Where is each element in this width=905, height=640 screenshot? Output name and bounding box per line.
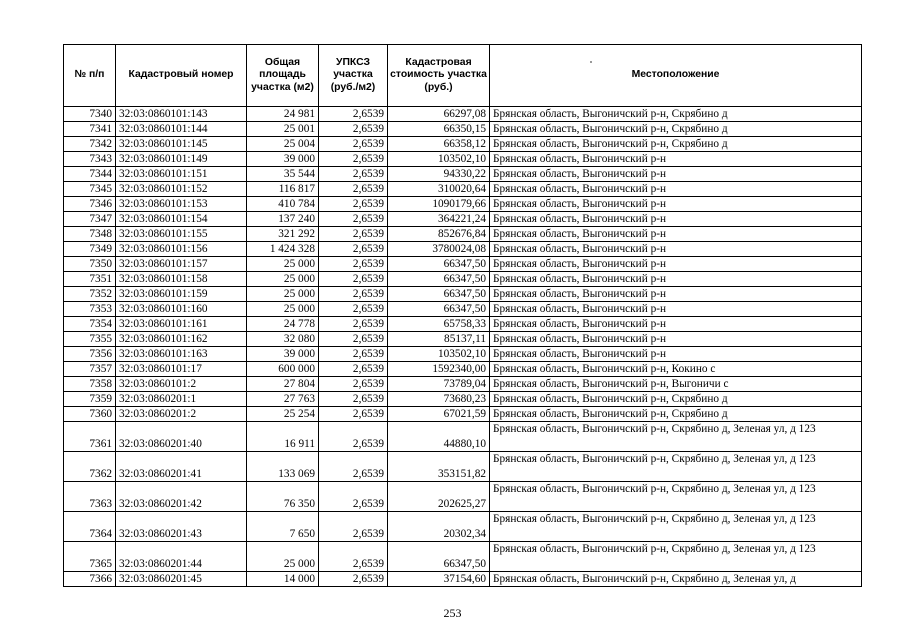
- cadastral-cost: 37154,60: [388, 572, 490, 587]
- cadastral-cost: 103502,10: [388, 347, 490, 362]
- location: Брянская область, Выгоничский р-н: [490, 227, 862, 242]
- upksz-value: 2,6539: [319, 317, 388, 332]
- table-row: [64, 572, 862, 587]
- table-row: [64, 392, 862, 407]
- upksz-value: 2,6539: [319, 272, 388, 287]
- area-value: 137 240: [247, 212, 319, 227]
- upksz-value: 2,6539: [319, 422, 388, 452]
- table-row: [64, 182, 862, 197]
- table-row: [64, 512, 862, 542]
- row-number: 7347: [64, 212, 116, 227]
- row-number: 7351: [64, 272, 116, 287]
- table-row: [64, 347, 862, 362]
- area-value: 39 000: [247, 152, 319, 167]
- cadastral-cost: 65758,33: [388, 317, 490, 332]
- table-body: [64, 107, 862, 587]
- row-number: 7360: [64, 407, 116, 422]
- cadastral-table: [63, 44, 862, 587]
- header-upksz: УПКСЗ участка (руб./м2): [319, 45, 388, 107]
- area-value: 25 000: [247, 257, 319, 272]
- location: Брянская область, Выгоничский р-н, Скрябино д: [490, 392, 862, 407]
- table-row: [64, 377, 862, 392]
- header-area: Общая площадь участка (м2): [247, 45, 319, 107]
- cadastral-cost: 364221,24: [388, 212, 490, 227]
- row-number: 7349: [64, 242, 116, 257]
- row-number: 7366: [64, 572, 116, 587]
- cadastral-number: 32:03:0860101:2: [116, 377, 247, 392]
- table-row: [64, 227, 862, 242]
- area-value: 1 424 328: [247, 242, 319, 257]
- upksz-value: 2,6539: [319, 482, 388, 512]
- upksz-value: 2,6539: [319, 542, 388, 572]
- cadastral-cost: 852676,84: [388, 227, 490, 242]
- header-cadastral-number: Кадастровый номер: [116, 45, 247, 107]
- row-number: 7343: [64, 152, 116, 167]
- upksz-value: 2,6539: [319, 377, 388, 392]
- cadastral-number: 32:03:0860101:154: [116, 212, 247, 227]
- area-value: 24 981: [247, 107, 319, 122]
- table-row: [64, 167, 862, 182]
- area-value: 25 000: [247, 302, 319, 317]
- row-number: 7358: [64, 377, 116, 392]
- cadastral-number: 32:03:0860101:153: [116, 197, 247, 212]
- location: Брянская область, Выгоничский р-н: [490, 257, 862, 272]
- cadastral-number: 32:03:0860201:45: [116, 572, 247, 587]
- upksz-value: 2,6539: [319, 512, 388, 542]
- row-number: 7344: [64, 167, 116, 182]
- area-value: 7 650: [247, 512, 319, 542]
- table-row: [64, 302, 862, 317]
- cadastral-number: 32:03:0860101:158: [116, 272, 247, 287]
- cadastral-cost: 94330,22: [388, 167, 490, 182]
- upksz-value: 2,6539: [319, 242, 388, 257]
- cadastral-cost: 202625,27: [388, 482, 490, 512]
- location: Брянская область, Выгоничский р-н: [490, 332, 862, 347]
- row-number: 7363: [64, 482, 116, 512]
- cadastral-number: 32:03:0860101:161: [116, 317, 247, 332]
- cadastral-number: 32:03:0860101:159: [116, 287, 247, 302]
- table-header-row: [64, 45, 862, 107]
- upksz-value: 2,6539: [319, 167, 388, 182]
- area-value: 32 080: [247, 332, 319, 347]
- cadastral-number: 32:03:0860101:163: [116, 347, 247, 362]
- cadastral-number: 32:03:0860201:44: [116, 542, 247, 572]
- table-row: [64, 257, 862, 272]
- table-row: [64, 317, 862, 332]
- cadastral-cost: 73789,04: [388, 377, 490, 392]
- area-value: 25 000: [247, 272, 319, 287]
- cadastral-cost: 66347,50: [388, 287, 490, 302]
- table-row: [64, 287, 862, 302]
- table-row: [64, 407, 862, 422]
- table-row: [64, 122, 862, 137]
- upksz-value: 2,6539: [319, 332, 388, 347]
- row-number: 7354: [64, 317, 116, 332]
- area-value: 14 000: [247, 572, 319, 587]
- table-row: [64, 482, 862, 512]
- page-number: 253: [443, 606, 462, 620]
- cadastral-cost: 66347,50: [388, 542, 490, 572]
- location: Брянская область, Выгоничский р-н, Скрябино д, Зеленая ул, д: [490, 572, 862, 587]
- upksz-value: 2,6539: [319, 227, 388, 242]
- row-number: 7352: [64, 287, 116, 302]
- table-row: [64, 422, 862, 452]
- location: Брянская область, Выгоничский р-н, Скрябино д, Зеленая ул, д 123: [490, 482, 862, 512]
- table-row: [64, 332, 862, 347]
- upksz-value: 2,6539: [319, 107, 388, 122]
- location: Брянская область, Выгоничский р-н, Скрябино д, Зеленая ул, д 123: [490, 542, 862, 572]
- row-number: 7348: [64, 227, 116, 242]
- upksz-value: 2,6539: [319, 302, 388, 317]
- upksz-value: 2,6539: [319, 212, 388, 227]
- location: Брянская область, Выгоничский р-н, Скрябино д: [490, 137, 862, 152]
- table-row: [64, 362, 862, 377]
- cadastral-number: 32:03:0860101:156: [116, 242, 247, 257]
- area-value: 25 001: [247, 122, 319, 137]
- table-row: [64, 197, 862, 212]
- area-value: 39 000: [247, 347, 319, 362]
- cadastral-cost: 66347,50: [388, 257, 490, 272]
- upksz-value: 2,6539: [319, 122, 388, 137]
- table-row: [64, 107, 862, 122]
- row-number: 7342: [64, 137, 116, 152]
- cadastral-cost: 66347,50: [388, 272, 490, 287]
- upksz-value: 2,6539: [319, 392, 388, 407]
- row-number: 7350: [64, 257, 116, 272]
- cadastral-cost: 353151,82: [388, 452, 490, 482]
- cadastral-cost: 3780024,08: [388, 242, 490, 257]
- location: Брянская область, Выгоничский р-н: [490, 242, 862, 257]
- row-number: 7346: [64, 197, 116, 212]
- row-number: 7353: [64, 302, 116, 317]
- row-number: 7359: [64, 392, 116, 407]
- area-value: 16 911: [247, 422, 319, 452]
- location: Брянская область, Выгоничский р-н: [490, 287, 862, 302]
- area-value: 25 000: [247, 287, 319, 302]
- cadastral-number: 32:03:0860101:151: [116, 167, 247, 182]
- area-value: 24 778: [247, 317, 319, 332]
- upksz-value: 2,6539: [319, 137, 388, 152]
- cadastral-cost: 73680,23: [388, 392, 490, 407]
- upksz-value: 2,6539: [319, 572, 388, 587]
- upksz-value: 2,6539: [319, 347, 388, 362]
- table-row: [64, 242, 862, 257]
- area-value: 25 254: [247, 407, 319, 422]
- header-cadastral-cost: Кадастровая стоимость участка (руб.): [388, 45, 490, 107]
- row-number: 7340: [64, 107, 116, 122]
- upksz-value: 2,6539: [319, 197, 388, 212]
- cadastral-cost: 66350,15: [388, 122, 490, 137]
- cadastral-cost: 66297,08: [388, 107, 490, 122]
- location: Брянская область, Выгоничский р-н, Скрябино д: [490, 107, 862, 122]
- cadastral-number: 32:03:0860101:17: [116, 362, 247, 377]
- location: Брянская область, Выгоничский р-н: [490, 167, 862, 182]
- location: Брянская область, Выгоничский р-н, Скрябино д, Зеленая ул, д 123: [490, 422, 862, 452]
- row-number: 7341: [64, 122, 116, 137]
- table-row: [64, 272, 862, 287]
- row-number: 7365: [64, 542, 116, 572]
- location: Брянская область, Выгоничский р-н, Выгоничи с: [490, 377, 862, 392]
- location: Брянская область, Выгоничский р-н: [490, 197, 862, 212]
- table-row: [64, 137, 862, 152]
- cadastral-number: 32:03:0860201:41: [116, 452, 247, 482]
- cadastral-number: 32:03:0860201:42: [116, 482, 247, 512]
- location: Брянская область, Выгоничский р-н, Скрябино д, Зеленая ул, д 123: [490, 512, 862, 542]
- cadastral-number: 32:03:0860201:43: [116, 512, 247, 542]
- area-value: 410 784: [247, 197, 319, 212]
- upksz-value: 2,6539: [319, 257, 388, 272]
- cadastral-number: 32:03:0860101:162: [116, 332, 247, 347]
- cadastral-number: 32:03:0860101:157: [116, 257, 247, 272]
- area-value: 35 544: [247, 167, 319, 182]
- location: Брянская область, Выгоничский р-н: [490, 152, 862, 167]
- cadastral-number: 32:03:0860201:40: [116, 422, 247, 452]
- location: Брянская область, Выгоничский р-н: [490, 272, 862, 287]
- row-number: 7357: [64, 362, 116, 377]
- upksz-value: 2,6539: [319, 407, 388, 422]
- area-value: 25 000: [247, 542, 319, 572]
- area-value: 25 004: [247, 137, 319, 152]
- location: Брянская область, Выгоничский р-н: [490, 317, 862, 332]
- table-row: [64, 152, 862, 167]
- row-number: 7345: [64, 182, 116, 197]
- upksz-value: 2,6539: [319, 182, 388, 197]
- cadastral-cost: 20302,34: [388, 512, 490, 542]
- cadastral-number: 32:03:0860101:160: [116, 302, 247, 317]
- table-row: [64, 452, 862, 482]
- location: Брянская область, Выгоничский р-н: [490, 212, 862, 227]
- table-row: [64, 542, 862, 572]
- cadastral-cost: 85137,11: [388, 332, 490, 347]
- cadastral-cost: 310020,64: [388, 182, 490, 197]
- cadastral-cost: 1592340,00: [388, 362, 490, 377]
- cadastral-cost: 66358,12: [388, 137, 490, 152]
- area-value: 133 069: [247, 452, 319, 482]
- area-value: 116 817: [247, 182, 319, 197]
- upksz-value: 2,6539: [319, 452, 388, 482]
- cadastral-cost: 1090179,66: [388, 197, 490, 212]
- header-location: Местоположение: [490, 45, 862, 107]
- upksz-value: 2,6539: [319, 287, 388, 302]
- area-value: 27 763: [247, 392, 319, 407]
- cadastral-number: 32:03:0860201:1: [116, 392, 247, 407]
- row-number: 7364: [64, 512, 116, 542]
- cadastral-number: 32:03:0860101:144: [116, 122, 247, 137]
- row-number: 7356: [64, 347, 116, 362]
- table-row: [64, 212, 862, 227]
- location: Брянская область, Выгоничский р-н, Скрябино д, Зеленая ул, д 123: [490, 452, 862, 482]
- cadastral-number: 32:03:0860101:152: [116, 182, 247, 197]
- cadastral-cost: 103502,10: [388, 152, 490, 167]
- cadastral-number: 32:03:0860101:149: [116, 152, 247, 167]
- upksz-value: 2,6539: [319, 152, 388, 167]
- cadastral-number: 32:03:0860101:143: [116, 107, 247, 122]
- location: Брянская область, Выгоничский р-н, Скрябино д: [490, 122, 862, 137]
- header-num: № п/п: [64, 45, 116, 107]
- row-number: 7362: [64, 452, 116, 482]
- row-number: 7361: [64, 422, 116, 452]
- location: Брянская область, Выгоничский р-н, Кокино с: [490, 362, 862, 377]
- area-value: 321 292: [247, 227, 319, 242]
- cadastral-cost: 44880,10: [388, 422, 490, 452]
- area-value: 27 804: [247, 377, 319, 392]
- cadastral-cost: 67021,59: [388, 407, 490, 422]
- row-number: 7355: [64, 332, 116, 347]
- cadastral-number: 32:03:0860101:155: [116, 227, 247, 242]
- cadastral-number: 32:03:0860101:145: [116, 137, 247, 152]
- location: Брянская область, Выгоничский р-н: [490, 347, 862, 362]
- cadastral-number: 32:03:0860201:2: [116, 407, 247, 422]
- cadastral-cost: 66347,50: [388, 302, 490, 317]
- area-value: 600 000: [247, 362, 319, 377]
- area-value: 76 350: [247, 482, 319, 512]
- location: Брянская область, Выгоничский р-н, Скрябино д: [490, 407, 862, 422]
- location: Брянская область, Выгоничский р-н: [490, 302, 862, 317]
- upksz-value: 2,6539: [319, 362, 388, 377]
- location: Брянская область, Выгоничский р-н: [490, 182, 862, 197]
